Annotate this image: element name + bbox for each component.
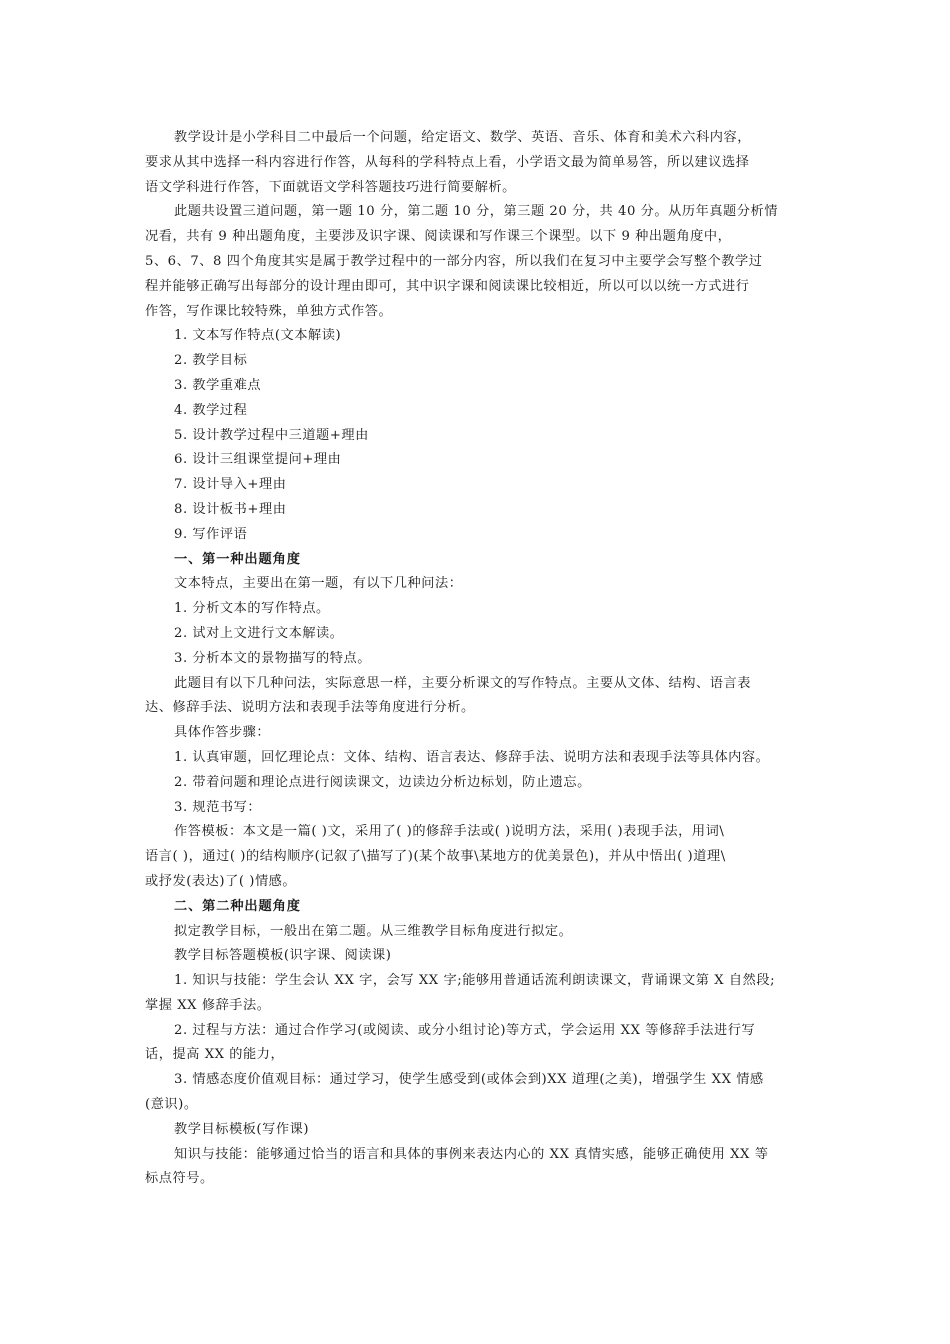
list-item: 8. 设计板书+理由: [174, 501, 287, 517]
list-item: 5. 设计教学过程中三道题+理由: [174, 427, 369, 443]
text-line: 教学目标答题模板(识字课、阅读课): [174, 948, 392, 964]
text-line: 文本特点，主要出在第一题，有以下几种问法：: [174, 576, 463, 592]
list-item: 2. 试对上文进行文本解读。: [174, 625, 344, 641]
text-line: 5、6、7、8 四个角度其实是属于教学过程中的一部分内容，所以我们在复习中主要学会写整个教学过: [145, 253, 763, 269]
list-item: 7. 设计导入+理由: [174, 477, 287, 493]
text-line: 拟定教学目标，一般出在第二题。从三维教学目标角度进行拟定。: [174, 923, 573, 939]
list-item: 2. 教学目标: [174, 353, 248, 369]
text-line: 具体作答步骤：: [174, 725, 271, 741]
text-line: 要求从其中选择一科内容进行作答，从每科的学科特点上看，小学语文最为简单易答，所以建议选择: [145, 154, 750, 170]
text-line: (意识)。: [145, 1097, 198, 1113]
section-1: [145, 548, 810, 895]
text-line: 知识与技能：能够通过恰当的语言和具体的事例来表达内心的 XX 真情实感，能够正确使用 XX 等: [174, 1146, 769, 1162]
text-line: 达、修辞手法、说明方法和表现手法等角度进行分析。: [145, 700, 475, 716]
text-line: 或抒发(表达)了( )情感。: [145, 873, 297, 889]
overview-paragraph: [145, 200, 810, 324]
list-item: 3. 规范书写：: [174, 799, 262, 815]
list-item: 6. 设计三组课堂提问+理由: [174, 452, 342, 468]
text-line: 1. 知识与技能：学生会认 XX 字，会写 XX 字;能够用普通话流利朗读课文，背诵课文第 X 自然段;: [174, 973, 776, 989]
text-line: 标点符号。: [145, 1171, 214, 1187]
section-heading: 一、第一种出题角度: [174, 551, 301, 567]
section-heading: 二、第二种出题角度: [174, 898, 301, 914]
text-line: 程并能够正确写出每部分的设计理由即可，其中识字课和阅读课比较相近，所以可以以统一方式进行: [145, 278, 750, 294]
list-item: 3. 教学重难点: [174, 377, 262, 393]
list-item: 3. 分析本文的景物描写的特点。: [174, 650, 372, 666]
text-line: 作答，写作课比较特殊，单独方式作答。: [145, 303, 393, 319]
text-line: 教学设计是小学科目二中最后一个问题，给定语文、数学、英语、音乐、体育和美术六科内容，: [174, 130, 751, 145]
list-item: 2. 带着问题和理论点进行阅读课文，边读边分析边标划，防止遗忘。: [174, 774, 591, 790]
angle-list: [145, 324, 810, 547]
list-item: 1. 分析文本的写作特点。: [174, 601, 330, 617]
text-line: 掌握 XX 修辞手法。: [145, 997, 271, 1013]
text-line: 此题共设置三道问题，第一题 10 分，第二题 10 分，第三题 20 分，共 40 分。从历年真题分析情: [174, 204, 779, 220]
text-line: 作答模板：本文是一篇( )文，采用了( )的修辞手法或( )说明方法，采用( )表现手法，用词\: [174, 824, 725, 840]
list-item: 4. 教学过程: [174, 402, 248, 418]
text-line: 况看，共有 9 种出题角度，主要涉及识字课、阅读课和写作课三个课型。以下 9 种出题角度中，: [145, 229, 732, 245]
section-2: [145, 895, 810, 1193]
text-line: 2. 过程与方法：通过合作学习(或阅读、或分小组讨论)等方式，学会运用 XX 等修辞手法进行写: [174, 1022, 756, 1038]
intro-paragraph: [145, 126, 810, 200]
list-item: 1. 文本写作特点(文本解读): [174, 328, 342, 344]
text-line: 话，提高 XX 的能力，: [145, 1047, 285, 1063]
text-line: 3. 情感态度价值观目标：通过学习，使学生感受到(或体会到)XX 道理(之美)，增强学生 XX 情感: [174, 1072, 764, 1088]
text-line: 语言( )，通过( )的结构顺序(记叙了\描写了)(某个故事\某地方的优美景色)，并从中悟出( )道理\: [145, 849, 726, 865]
list-item: 9. 写作评语: [174, 526, 248, 542]
text-line: 语文学科进行作答，下面就语文学科答题技巧进行简要解析。: [145, 179, 516, 195]
text-line: 教学目标模板(写作课): [174, 1121, 310, 1137]
document-page: [145, 126, 810, 1192]
list-item: 1. 认真审题，回忆理论点：文体、结构、语言表达、修辞手法、说明方法和表现手法等具体内容。: [174, 749, 770, 765]
text-line: 此题目有以下几种问法，实际意思一样，主要分析课文的写作特点。主要从文体、结构、语言表: [174, 675, 751, 691]
